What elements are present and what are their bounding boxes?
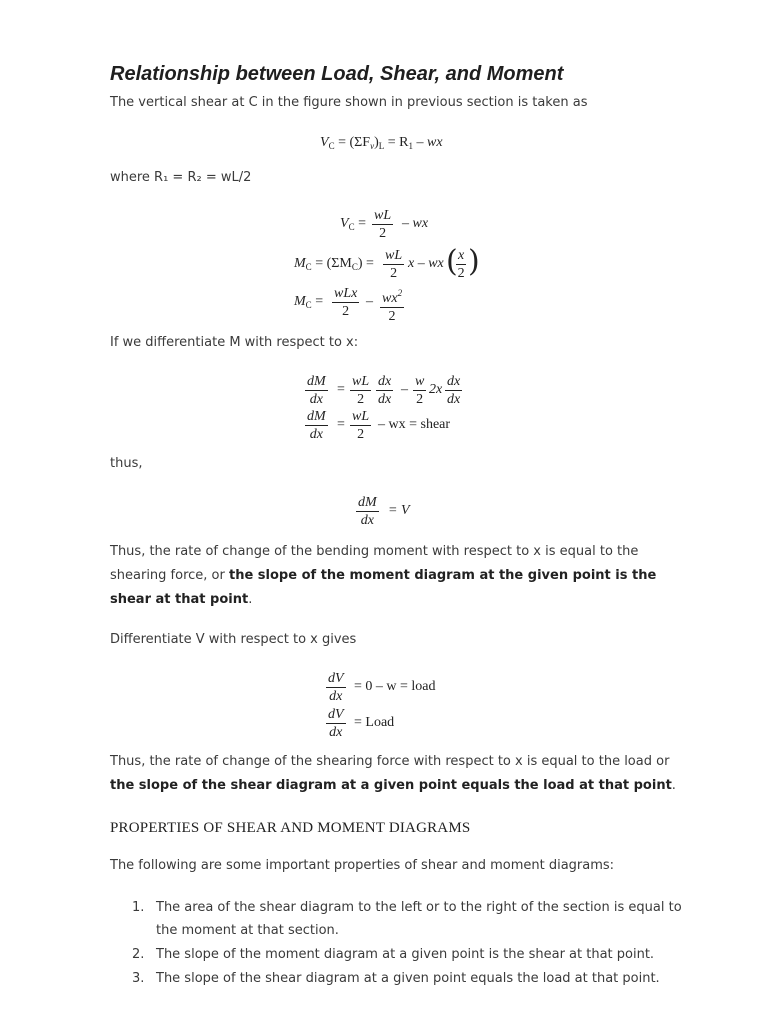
para1-line3: shear at that point. bbox=[110, 592, 253, 607]
equation-mc-fraction: $\frac{wL}{2}$ bbox=[385, 248, 403, 281]
equation-dm2-fraction-lhs: $\frac{dM}{dx}$ bbox=[307, 409, 326, 442]
equation-dm2-tail: – wx = shear bbox=[378, 417, 451, 432]
list-item-text: The slope of the shear diagram at a given point equals the load at that point. bbox=[156, 971, 660, 986]
list-item-text: The area of the shear diagram to the left or to the right of the section is equal to bbox=[156, 900, 682, 915]
equation-mc-lhs: $M_C = (\Sigma M_C)$ = bbox=[294, 256, 374, 272]
equation-dv2-fraction: $\frac{dV}{dx}$ bbox=[328, 707, 344, 740]
equation-dm1-2x: 2x bbox=[429, 382, 443, 397]
equation-dm1-equals: = bbox=[337, 382, 345, 397]
equation-mc2-minus: – bbox=[366, 294, 373, 309]
equation-vc-frac-lhs: $V_C$ = bbox=[340, 216, 366, 232]
thus-text: thus, bbox=[110, 456, 143, 471]
section-intro: The following are some important properties of shear and moment diagrams: bbox=[110, 858, 615, 873]
equation-dm1-fraction-dxdx-2: $\frac{dx}{dx}$ bbox=[447, 374, 461, 407]
page-title: Relationship between Load, Shear, and Moment bbox=[110, 63, 564, 85]
differentiate-v-text: Differentiate V with respect to x gives bbox=[110, 632, 357, 647]
equation-vc-tail: – wx bbox=[402, 216, 429, 231]
equation-mc2-lhs: $M_C$ = bbox=[294, 294, 324, 310]
equation-mc-right-paren: ) bbox=[468, 244, 480, 279]
equation-dv1-fraction: $\frac{dV}{dx}$ bbox=[328, 671, 344, 704]
equation-mc-mid: x – wx bbox=[408, 256, 444, 271]
where-text: where R₁ = R₂ = wL/2 bbox=[110, 170, 252, 185]
equation-dm1-fraction-lhs: $\frac{dM}{dx}$ bbox=[307, 374, 326, 407]
list-item-number: 3. bbox=[132, 971, 145, 986]
equation-dv2-tail: = Load bbox=[354, 715, 395, 730]
intro-text: The vertical shear at C in the figure shown in previous section is taken as bbox=[110, 95, 588, 110]
equation-dmv-tail: = V bbox=[388, 503, 410, 518]
list-item-number: 2. bbox=[132, 947, 145, 962]
equation-dm1-minus: – bbox=[401, 382, 408, 397]
equation-dv1-tail: = 0 – w = load bbox=[354, 679, 436, 694]
equation-mc2-fraction-2: $\frac{wx^2}{2}$ bbox=[380, 285, 404, 325]
equation-dm1-fraction-w2: $\frac{w}{2}$ bbox=[415, 374, 425, 407]
equation-mc-paren-fraction: $\frac{x}{2}$ bbox=[457, 248, 465, 281]
para1-line1: Thus, the rate of change of the bending moment with respect to x is equal to the bbox=[110, 544, 639, 559]
equation-mc-left-paren: ( bbox=[446, 244, 458, 279]
differentiate-m-text: If we differentiate M with respect to x: bbox=[110, 335, 359, 350]
equation-dm2-fraction-wl: $\frac{wL}{2}$ bbox=[352, 409, 370, 442]
equation-vc-fraction: $\frac{wL}{2}$ bbox=[374, 208, 392, 241]
section-heading: PROPERTIES OF SHEAR AND MOMENT DIAGRAMS bbox=[110, 820, 471, 836]
equation-mc2-fraction-1: wLx 2 bbox=[334, 286, 358, 319]
list-item-number: 1. bbox=[132, 900, 145, 915]
equation-dm2-equals: = bbox=[337, 417, 345, 432]
list-item-text-continued: the moment at that section. bbox=[156, 923, 339, 938]
list-item-text: The slope of the moment diagram at a given point is the shear at that point. bbox=[156, 947, 655, 962]
para1-line2: shearing force, or the slope of the moment diagram at the given point is the bbox=[110, 568, 657, 583]
para2-line1: Thus, the rate of change of the shearing force with respect to x is equal to the load or bbox=[110, 754, 670, 769]
equation-vc-sum: $V_C = (\Sigma F_v)_L = R_1$ – wx bbox=[320, 135, 443, 151]
equation-dm1-fraction-wl: $\frac{wL}{2}$ bbox=[352, 374, 370, 407]
equation-dm1-fraction-dxdx: $\frac{dx}{dx}$ bbox=[378, 374, 392, 407]
equation-dmv-fraction: $\frac{dM}{dx}$ bbox=[358, 495, 377, 528]
para2-line2: the slope of the shear diagram at a given point equals the load at that point. bbox=[110, 778, 676, 793]
